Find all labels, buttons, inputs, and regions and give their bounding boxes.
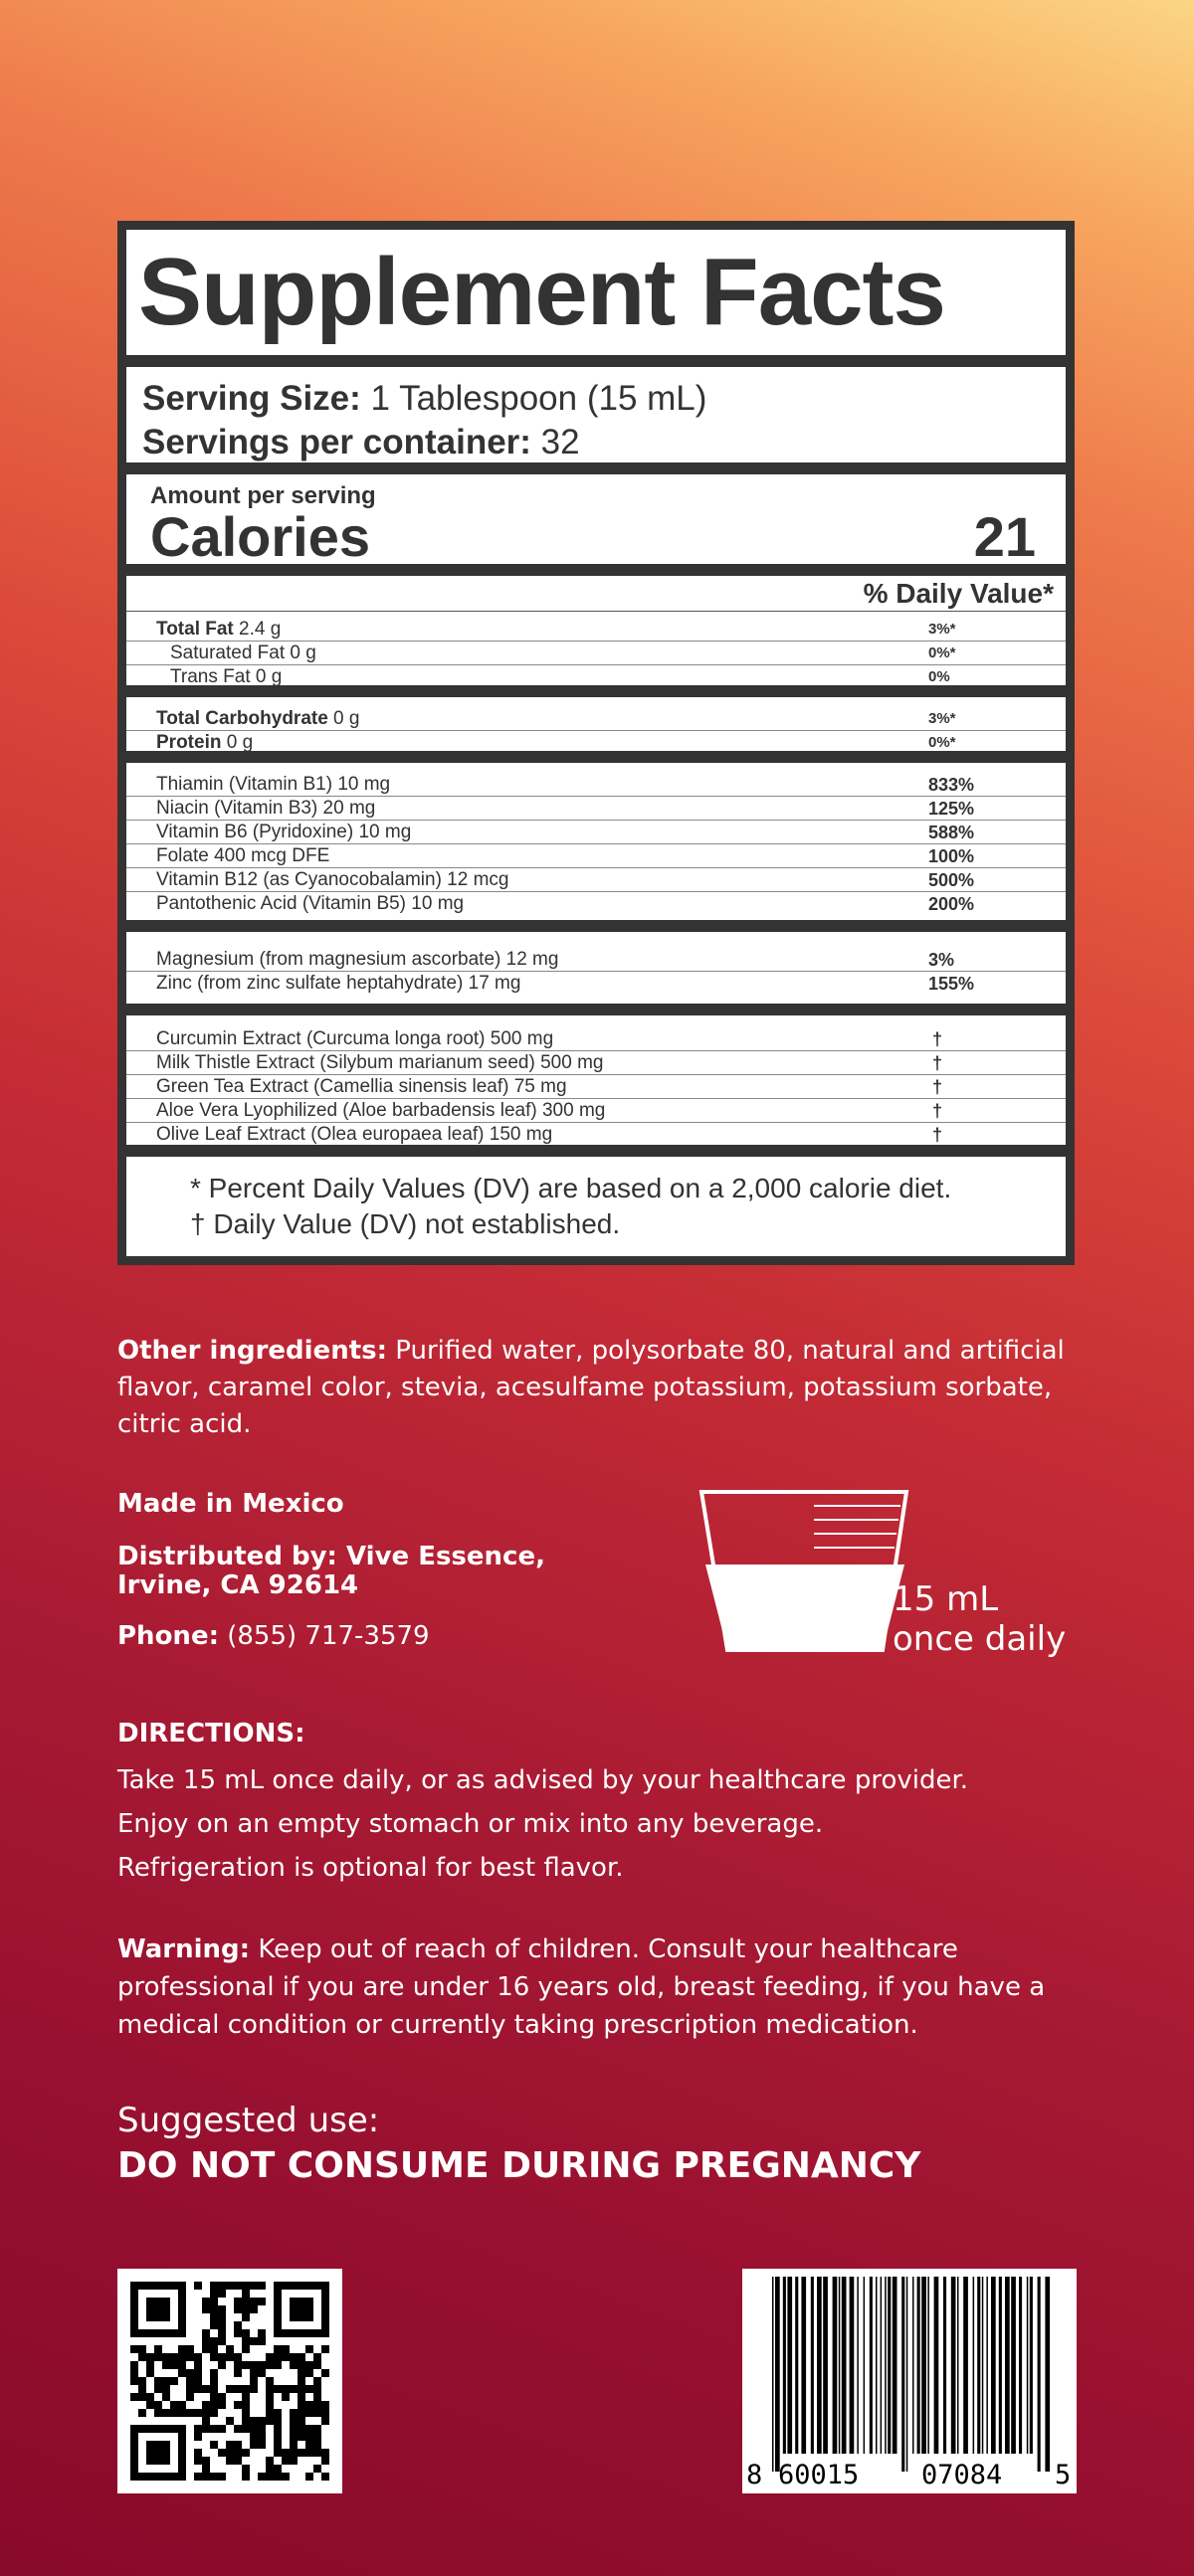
extract-row: Aloe Vera Lyophilized (Aloe barbadensis leaf) 300 mg † <box>126 1099 1066 1123</box>
nutrient-row: Total Carbohydrate 0 g 3%* <box>126 707 1066 731</box>
calories-block <box>126 474 1066 576</box>
cup-caption: 15 mL once daily <box>893 1579 1067 1659</box>
minerals-section <box>126 932 1066 1015</box>
daily-value-header: % Daily Value* <box>126 576 1066 612</box>
extract-row: Green Tea Extract (Camellia sinensis leaf) 75 mg † <box>126 1075 1066 1099</box>
facts-title: Supplement Facts <box>126 230 1066 367</box>
supplement-facts-panel <box>117 221 1075 1265</box>
qr-code[interactable] <box>117 2269 342 2493</box>
serving-size-label: Serving Size: <box>142 379 361 418</box>
amount-per-serving: Amount per serving <box>150 482 376 509</box>
phone: Phone: (855) 717-3579 <box>117 1621 430 1651</box>
nutrient-row: Trans Fat 0 g 0% <box>170 666 950 687</box>
measuring-cup-icon <box>696 1488 915 1663</box>
servings-value: 32 <box>530 423 580 461</box>
directions-title: DIRECTIONS: <box>117 1719 305 1748</box>
vitamin-row: Pantothenic Acid (Vitamin B5) 10 mg 200% <box>156 893 975 914</box>
serving-info <box>126 367 1066 474</box>
directions-list <box>117 1758 968 1890</box>
other-ingredients: Other ingredients: Purified water, polysorbate 80, natural and artificial flavor, caramel color, stevia, acesulfame potassium, potassium sorbate, citric acid. <box>117 1336 1065 1439</box>
serving-size-value: 1 Tablespoon (15 mL) <box>360 379 707 418</box>
direction-line: Take 15 mL once daily, or as advised by your healthcare provider. <box>117 1765 969 1795</box>
vitamin-row: Vitamin B12 (as Cyanocobalamin) 12 mcg 500% <box>126 868 1066 892</box>
vitamin-row: Vitamin B6 (Pyridoxine) 10 mg 588% <box>126 821 1066 844</box>
vitamin-row: Niacin (Vitamin B3) 20 mg 125% <box>126 797 1066 821</box>
nutrient-row: Protein 0 g 0%* <box>156 732 956 753</box>
calories-value: 21 <box>973 505 1036 568</box>
extracts-section <box>126 1015 1066 1157</box>
footnote-percent: * Percent Daily Values (DV) are based on a 2,000 calorie diet. <box>190 1173 952 1203</box>
mineral-row: Magnesium (from magnesium ascorbate) 12 mg 3% <box>126 948 1066 972</box>
barcode: 8 60015 07084 5 <box>742 2269 1077 2493</box>
facts-footnote <box>126 1157 1066 1242</box>
mineral-row: Zinc (from zinc sulfate heptahydrate) 17 mg 155% <box>156 973 975 994</box>
servings-label: Servings per container: <box>142 423 531 461</box>
pregnancy-warning: DO NOT CONSUME DURING PREGNANCY <box>117 2145 921 2186</box>
direction-line: Refrigeration is optional for best flavor. <box>117 1853 624 1883</box>
vitamins-section <box>126 763 1066 932</box>
nutrient-row: Saturated Fat 0 g 0%* <box>126 642 1066 665</box>
direction-line: Enjoy on an empty stomach or mix into any beverage. <box>117 1809 824 1839</box>
calories-label: Calories <box>150 505 370 568</box>
made-in: Made in Mexico <box>117 1489 344 1519</box>
nutrient-row: Total Fat 2.4 g 3%* <box>126 618 1066 642</box>
extract-row: Milk Thistle Extract (Silybum marianum seed) 500 mg † <box>126 1051 1066 1075</box>
vitamin-row: Thiamin (Vitamin B1) 10 mg 833% <box>126 773 1066 797</box>
carb-section <box>126 697 1066 763</box>
extract-row: Curcumin Extract (Curcuma longa root) 500 mg † <box>126 1027 1066 1051</box>
suggested-use: Suggested use: <box>117 2101 380 2140</box>
distributor: Distributed by: Vive Essence, Irvine, CA 92614 <box>117 1542 545 1600</box>
fat-section <box>126 612 1066 697</box>
vitamin-row: Folate 400 mcg DFE 100% <box>126 844 1066 868</box>
extract-row: Olive Leaf Extract (Olea europaea leaf) 150 mg † <box>156 1124 943 1145</box>
footnote-dagger: † Daily Value (DV) not established. <box>190 1208 621 1239</box>
warning: Warning: Keep out of reach of children. Consult your healthcare professional if you are under 16 years old, breast feeding, if you have a medical condition or currently taking prescription medication. <box>117 1934 1046 2040</box>
